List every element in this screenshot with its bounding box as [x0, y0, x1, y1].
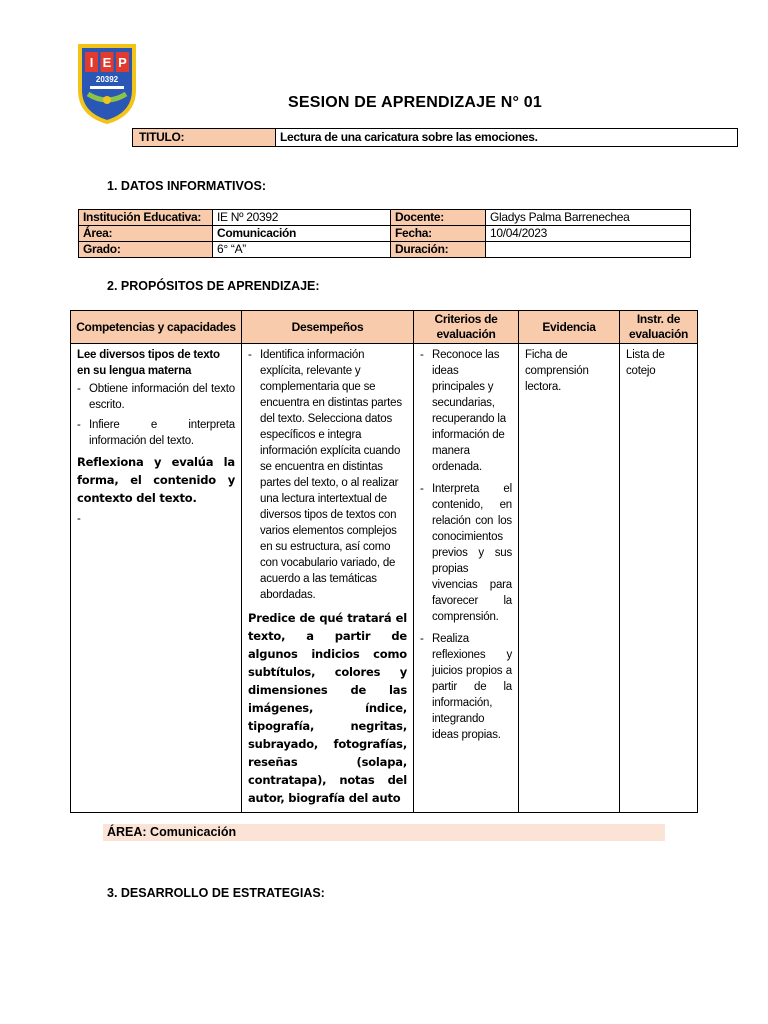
- institucion-value: IE Nº 20392: [213, 210, 391, 226]
- criterio-1: Reconoce las ideas principales y secundarias, recuperando la información de manera ordenada.: [432, 349, 506, 473]
- duracion-label: Duración:: [391, 242, 486, 258]
- list-item: - Infiere e interpreta información del texto.: [77, 419, 235, 447]
- propositos-table: [70, 310, 698, 813]
- logo-letter-e: E: [102, 55, 112, 70]
- school-logo: [76, 42, 138, 124]
- header-evidencia: Evidencia: [519, 311, 620, 344]
- grado-label: Grado:: [79, 242, 213, 258]
- page-title: SESION DE APRENDIZAJE N° 01: [288, 94, 542, 111]
- duracion-value: [486, 242, 691, 258]
- header-competencias: Competencias y capacidades: [71, 311, 242, 344]
- evidencia-cell: [519, 344, 620, 813]
- section-datos-heading: 1. DATOS INFORMATIVOS:: [107, 179, 267, 193]
- logo-letter-p: P: [118, 55, 127, 70]
- datos-table: [78, 209, 691, 258]
- table-row: [79, 226, 691, 242]
- reflexiona-text: Reflexiona y evalúa la forma, el contenido y contexto del texto.: [77, 455, 235, 505]
- list-item: - Interpreta el contenido, en relación con los conocimientos previos y sus propias vivencias para favorecer la comprensión.: [420, 483, 512, 623]
- competencia-title: Lee diversos tipos de texto en su lengua materna: [77, 349, 220, 377]
- section-estrategias-heading: 3. DESARROLLO DE ESTRATEGIAS:: [107, 886, 325, 900]
- competencias-cell: [71, 344, 242, 813]
- area-value: Comunicación: [213, 226, 391, 242]
- docente-value: Gladys Palma Barrenechea: [486, 210, 691, 226]
- desempeno-1: Identifica información explícita, relevante y complementaria que se encuentra en distintas partes del texto. Selecciona datos específicos e integra información explícita cuando se encuentra en distintas partes del texto, o al realizar una lectura intertextual de diversos tipos de textos con varios elementos complejos en su estructura, así como con vocabulario variado, de acuerdo a las temáticas abordadas.: [260, 349, 402, 601]
- capacidad-2: Infiere e interpreta información del texto.: [89, 419, 235, 447]
- logo-number: 20392: [95, 75, 119, 84]
- desempeno-2: Predice de qué tratará el texto, a partir de algunos indicios como subtítulos, colores y dimensiones de las imágenes, índice, tipografía, negritas, subrayado, fotografías, reseñas (solapa, contratapa), notas del autor, biografía del auto: [248, 611, 407, 805]
- list-item: - Obtiene información del texto escrito.: [77, 383, 235, 411]
- header-criterios: Criterios de evaluación: [414, 311, 519, 344]
- capacidad-1: Obtiene información del texto escrito.: [89, 383, 235, 411]
- titulo-box: [132, 128, 738, 147]
- criterio-3: Realiza reflexiones y juicios propios a partir de la información, integrando ideas propias.: [432, 633, 512, 741]
- trailing-dash: -: [77, 513, 81, 525]
- grado-value: 6° “A”: [213, 242, 391, 258]
- instrumento-cell: [620, 344, 698, 813]
- instrumento-text: Lista de cotejo: [626, 349, 665, 377]
- table-row: [79, 210, 691, 226]
- titulo-label: TITULO:: [133, 129, 276, 146]
- fecha-label: Fecha:: [391, 226, 486, 242]
- evidencia-text: Ficha de comprensión lectora.: [525, 349, 589, 393]
- criterios-cell: [414, 344, 519, 813]
- desempenos-cell: [242, 344, 414, 813]
- header-instrumento: Instr. de evaluación: [620, 311, 698, 344]
- section-propositos-heading: 2. PROPÓSITOS DE APRENDIZAJE:: [107, 279, 320, 293]
- logo-letter-i: I: [89, 55, 94, 70]
- area-label: Área:: [79, 226, 213, 242]
- list-item: - Realiza reflexiones y juicios propios a partir de la información, integrando ideas propias.: [420, 633, 512, 741]
- table-row: [79, 242, 691, 258]
- area-bar: ÁREA: Comunicación: [103, 824, 665, 841]
- header-desempenos: Desempeños: [242, 311, 414, 344]
- institucion-label: Institución Educativa:: [79, 210, 213, 226]
- fecha-value: 10/04/2023: [486, 226, 691, 242]
- titulo-value: Lectura de una caricatura sobre las emociones.: [280, 130, 538, 144]
- list-item: - Identifica información explícita, relevante y complementaria que se encuentra en distintas partes del texto. Selecciona datos específicos e integra información explícita cuando se encuentra en distintas partes del texto, o al realizar una lectura intertextual de diversos tipos de textos con varios elementos complejos en su estructura, así como con vocabulario variado, de acuerdo a las temáticas abordadas.: [248, 347, 407, 603]
- table-row: [71, 344, 698, 813]
- table-header-row: [71, 311, 698, 344]
- criterio-2: Interpreta el contenido, en relación con los conocimientos previos y sus propias vivencias para favorecer la comprensión.: [432, 483, 512, 623]
- docente-label: Docente:: [391, 210, 486, 226]
- list-item: - Reconoce las ideas principales y secundarias, recuperando la información de manera ordenada.: [420, 347, 512, 475]
